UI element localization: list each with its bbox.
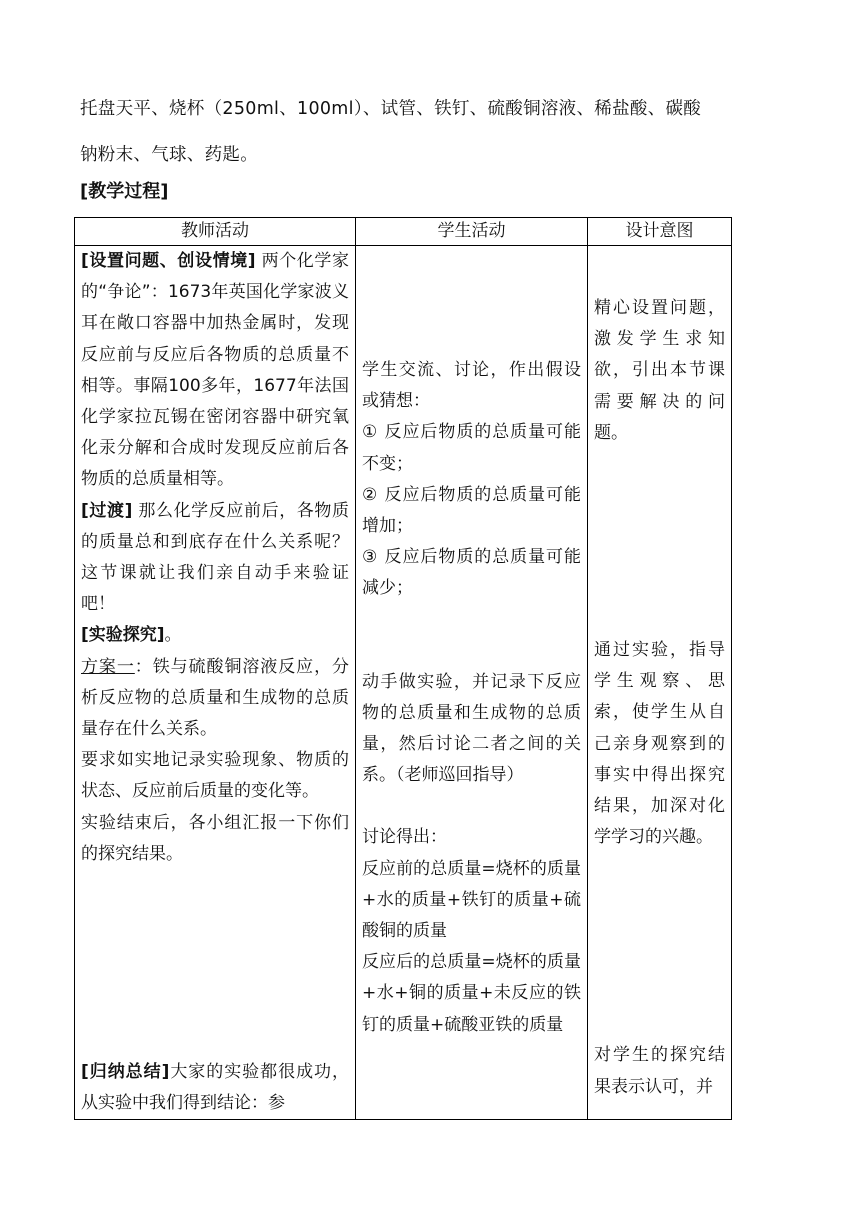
teaching-process-table [74, 217, 732, 1120]
student-activity-cell [356, 246, 588, 1120]
header-student-activity: 学生活动 [356, 218, 588, 246]
teacher-block-requirements: 要求如实地记录实验现象、物质的状态、反应前后质量的变化等。 [81, 750, 349, 802]
tag-setup: [设置问题、创设情境] [81, 251, 256, 271]
header-design-intent: 设计意图 [588, 218, 732, 246]
header-teacher-activity: 教师活动 [75, 218, 356, 246]
student-guess-1: ① 反应后物质的总质量可能不变； [362, 422, 581, 474]
teacher-block-setup [81, 246, 349, 496]
tag-summary: [归纳总结] [81, 1062, 170, 1083]
table-header-row [75, 218, 732, 246]
student-after-mass: 反应后的总质量=烧杯的质量+水+铜的质量+未反应的铁钉的质量+硫酸亚铁的质量 [362, 952, 581, 1035]
tag-transition: [过渡] [81, 500, 133, 521]
design-intent-3: 对学生的探究结果表示认可，并 [594, 1045, 725, 1097]
student-guess-2: ② 反应后物质的总质量可能增加； [362, 484, 581, 537]
section-heading [80, 176, 168, 208]
design-intent-1: 精心设置问题，激发学生求知欲，引出本节课需要解决的问题。 [594, 298, 725, 443]
text-setup: 两个化学家的“争论”：1673年英国化学家波义耳在敞口容器中加热金属时，发现反应前与反应后各物质的总质量不相等。事隔100多年，1677年法国化学家拉瓦锡在密闭容器中研究氧化汞分解和合成时发现反应前后各物质的总质量相等。 [81, 251, 349, 490]
teacher-block-report: 实验结束后，各小组汇报一下你们的探究结果。 [81, 812, 349, 864]
text-experiment: 。 [164, 625, 182, 646]
materials-line-2: 钠粉末、气球、药匙。 [80, 145, 258, 165]
materials-line-1: 托盘天平、烧杯（250ml、100ml）、试管、铁钉、硫酸铜溶液、稀盐酸、碳酸 [80, 99, 702, 119]
teacher-activity-cell [75, 246, 356, 1120]
design-intent-2: 通过实验，指导学生观察、思索，使学生从自己亲身观察到的事实中得出探究结果，加深对化学学习的兴趣。 [594, 640, 725, 848]
teacher-block-transition [81, 496, 349, 621]
teacher-block-summary [81, 1057, 349, 1119]
teacher-block-experiment [81, 620, 349, 651]
materials-paragraph [80, 86, 785, 178]
table-row [75, 246, 732, 1120]
plan-one-label: 方案一 [81, 656, 135, 677]
student-experiment: 动手做实验，并记录下反应物的总质量和生成物的总质量，然后讨论二者之间的关系。（老师巡回指导） [362, 671, 581, 786]
plan-one-text: ：铁与硫酸铜溶液反应，分析反应物的总质量和生成物的总质量存在什么关系。 [81, 656, 350, 740]
student-discussion: 讨论得出： [362, 827, 447, 848]
tag-experiment: [实验探究] [81, 625, 165, 646]
student-guess-3: ③ 反应后物质的总质量可能减少； [362, 547, 581, 599]
design-intent-cell [588, 246, 732, 1120]
student-before-mass: 反应前的总质量=烧杯的质量+水的质量+铁钉的质量+硫酸铜的质量 [362, 858, 581, 942]
teacher-block-plan-one [81, 652, 349, 746]
text-transition: 那么化学反应前后，各物质的质量总和到底存在什么关系呢？这节课就让我们亲自动手来验证吧！ [81, 500, 350, 615]
student-hypothesis: 学生交流、讨论，作出假设或猜想： [362, 360, 581, 412]
text-summary: 大家的实验都很成功，从实验中我们得到结论：参 [81, 1062, 349, 1114]
section-heading-text: [教学过程] [80, 181, 169, 202]
